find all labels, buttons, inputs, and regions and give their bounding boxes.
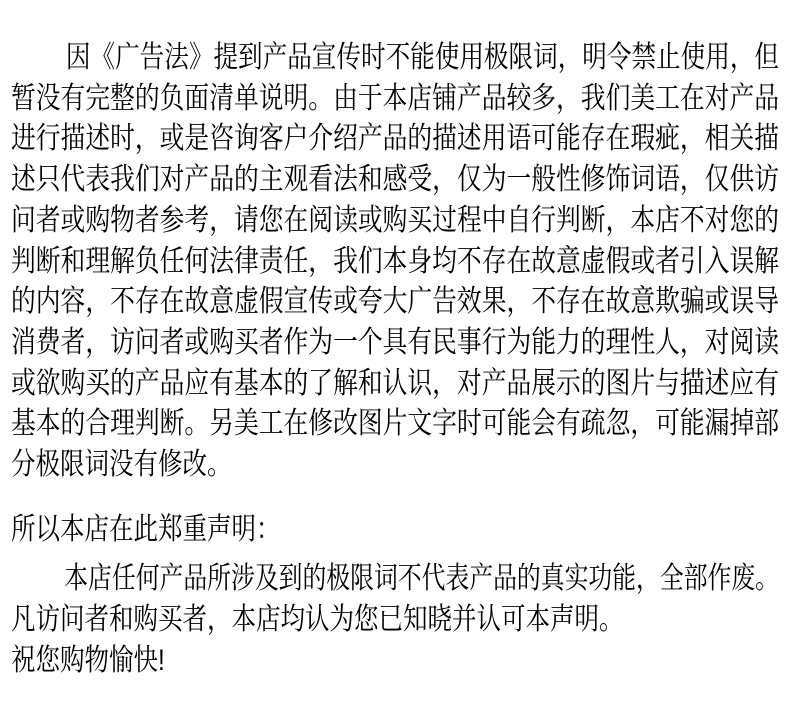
text-line: 分极限词没有修改。	[11, 448, 232, 482]
statement-heading	[11, 510, 779, 551]
text-line: 问者或购物者参考，请您在阅读或购买过程中自行判断，本店不对您的	[11, 203, 779, 237]
text-line: 本店任何产品所涉及到的极限词不代表产品的真实功能，全部作废。	[64, 562, 780, 596]
text-line: 述只代表我们对产品的主观看法和感受，仅为一般性修饰词语，仅供访	[11, 163, 779, 197]
text-line: 所以本店在此郑重声明：	[11, 512, 281, 546]
closing-line	[11, 641, 779, 682]
text-line: 因《广告法》提到产品宣传时不能使用极限词，明令禁止使用，但	[65, 41, 779, 74]
text-line: 消费者，访问者或购买者作为一个具有民事行为能力的理性人，对阅读	[11, 325, 779, 359]
text-line: 基本的合理判断。另美工在修改图片文字时可能会有疏忽，可能漏掉部	[11, 407, 779, 441]
text-line: 判断和理解负任何法律责任，我们本身均不存在故意虚假或者引入误解	[11, 244, 779, 278]
text-line: 的内容，不存在故意虚假宣传或夸大广告效果，不存在故意欺骗或误导	[11, 285, 779, 319]
text-line: 暂没有完整的负面清单说明。由于本店铺产品较多，我们美工在对产品	[11, 81, 779, 115]
text-line: 凡访问者和购买者，本店均认为您已知晓并认可本声明。	[11, 603, 624, 637]
text-line: 进行描述时，或是咨询客户介绍产品的描述用语可能存在瑕疵，相关描	[11, 122, 779, 156]
text-line: 或欲购买的产品应有基本的了解和认识，对产品展示的图片与描述应有	[11, 366, 779, 400]
intro-paragraph	[11, 38, 779, 486]
text-line: 祝您购物愉快!	[11, 643, 165, 677]
statement-paragraph	[11, 559, 779, 640]
